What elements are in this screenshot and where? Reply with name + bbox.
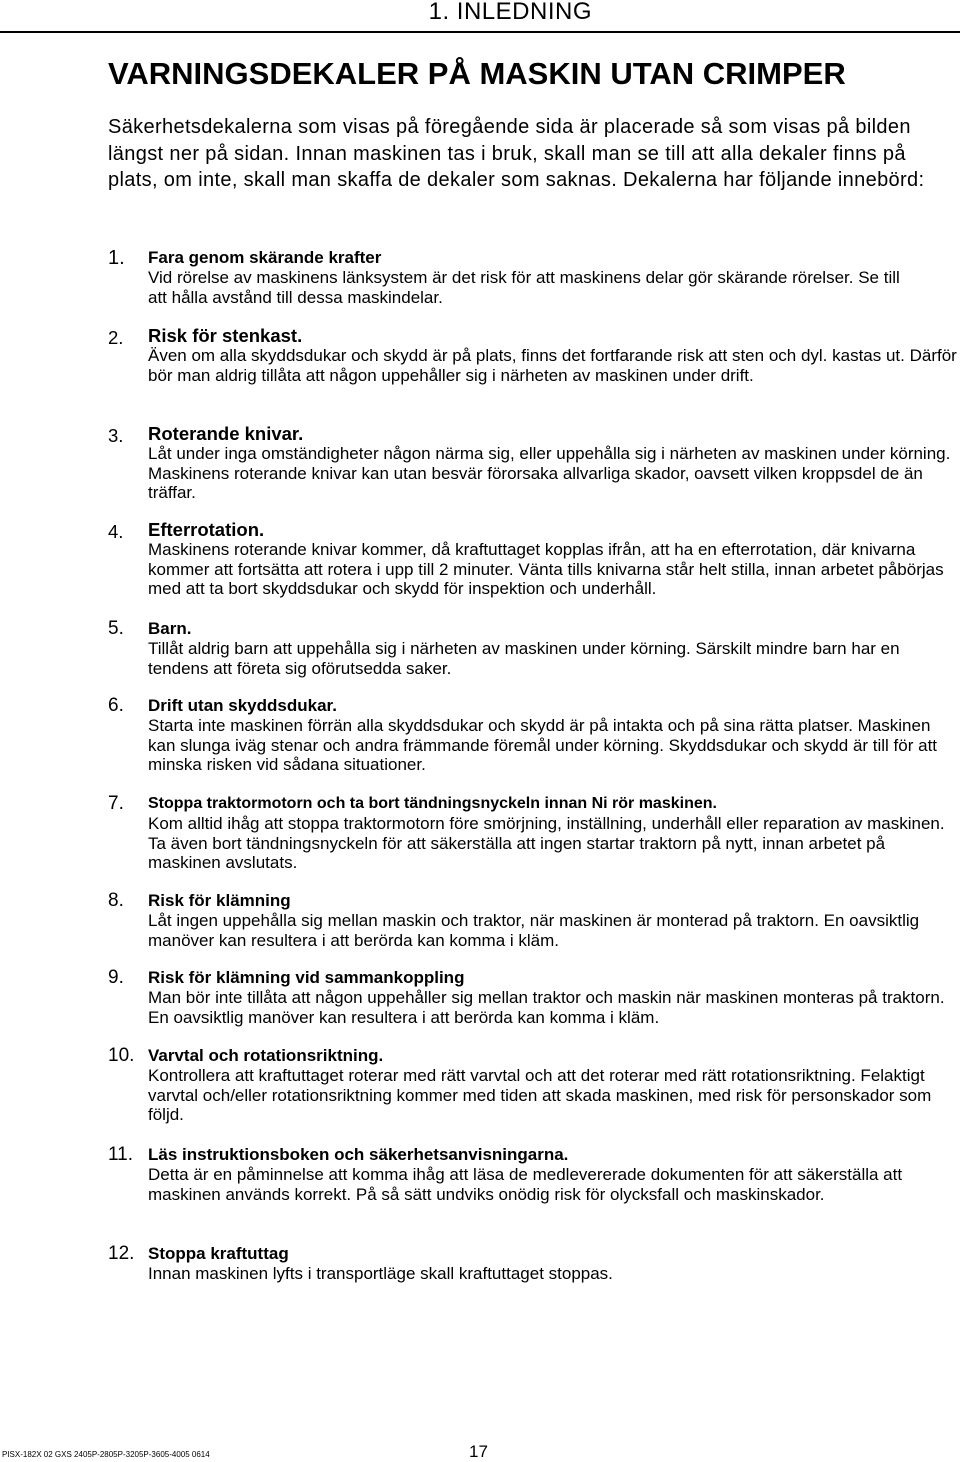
page-title: VARNINGSDEKALER PÅ MASKIN UTAN CRIMPER — [108, 56, 846, 91]
item-body: Tillåt aldrig barn att uppehålla sig i närheten av maskinen under körning. Särskilt mindre barn har en tendens att företa sig oförutsedda saker. — [148, 639, 900, 678]
item-body: Detta är en påminnelse att komma ihåg att läsa de medlevererade dokumenten för att säkerställa att maskinen används korrekt. På så sätt undviks onödig risk för olycksfall och maskinskador. — [148, 1165, 903, 1204]
item-number: 9. — [108, 967, 124, 988]
item-body: Starta inte maskinen förrän alla skyddsdukar och skydd är på intakta och på sina rätta platser. Maskinen kan slunga iväg stenar och andra främmande föremål under körning. Skyddsdukar och skydd är till för att minska risken vid sådana situationer. — [148, 716, 938, 774]
item-body: Låt under inga omständigheter någon närma sig, eller uppehålla sig i närheten av maskinen under körning. Maskinens roterande knivar kan utan besvär förorsaka allvarliga skador, oavsett vilken kroppsdel de än träffar. — [148, 444, 951, 502]
item-heading: Risk för klämning — [148, 891, 291, 910]
document-code: PISX-182X 02 GXS 2405P-2805P-3205P-3605-4005 0614 — [2, 1450, 210, 1459]
item-number: 1. — [108, 247, 125, 269]
item-body: Man bör inte tillåta att någon uppehåller sig mellan traktor och maskin när maskinen monteras på traktorn. En oavsiktlig manöver kan resultera i att berörda kan komma i kläm. — [148, 988, 945, 1027]
item-body: Maskinens roterande knivar kommer, då kraftuttaget kopplas ifrån, att ha en efterrotation, där knivarna kommer att fortsätta att rotera i upp till 2 minuter. Vänta tills knivarna står helt stilla, innan arbetet påbörjas med att ta bort skyddsdukar och skydd för inspektion och underhåll. — [148, 540, 944, 598]
header-rule — [0, 31, 960, 33]
item-body: Även om alla skyddsdukar och skydd är på plats, finns det fortfarande risk att sten och dyl. kastas ut. Därför bör man aldrig tillåta att någon uppehåller sig i närheten av maskinen under drift. — [148, 346, 957, 385]
item-number: 12. — [108, 1243, 135, 1264]
item-heading: Risk för stenkast. — [148, 325, 303, 346]
item-number: 2. — [108, 327, 124, 348]
item-number: 3. — [108, 425, 124, 446]
item-heading: Risk för klämning vid sammankoppling — [148, 968, 465, 987]
item-heading: Varvtal och rotationsriktning. — [148, 1046, 384, 1065]
item-number: 6. — [108, 695, 124, 716]
item-number: 4. — [108, 521, 124, 542]
item-heading: Barn. — [148, 619, 192, 638]
item-body: Kom alltid ihåg att stoppa traktormotorn före smörjning, inställning, underhåll eller reparation av maskinen. Ta även bort tändningsnyckeln för att säkerställa att ingen startar traktorn på nytt, innan arbetet på maskinen avslutats. — [148, 814, 945, 872]
item-heading: Stoppa traktormotorn och ta bort tändningsnyckeln innan Ni rör maskinen. — [148, 795, 717, 812]
chapter-title: 1. INLEDNING — [428, 0, 592, 25]
item-number: 5. — [108, 618, 124, 639]
item-heading: Roterande knivar. — [148, 423, 304, 444]
page-number: 17 — [469, 1442, 488, 1461]
intro-paragraph: Säkerhetsdekalerna som visas på föregående sida är placerade så som visas på bilden längst ner på sidan. Innan maskinen tas i bruk, skall man se till att alla dekaler finns på plats, om inte, skall man skaffa de dekaler som saknas. Dekalerna har följande innebörd: — [108, 116, 925, 191]
item-number: 10. — [108, 1045, 135, 1066]
item-number: 8. — [108, 890, 124, 911]
item-body: Vid rörelse av maskinens länksystem är det risk för att maskinens delar gör skärande rörelser. Se till att hålla avstånd till dessa maskindelar. — [148, 268, 900, 307]
item-body: Låt ingen uppehålla sig mellan maskin och traktor, när maskinen är monterad på traktorn. En oavsiktlig manöver kan resultera i att berörda kan komma i kläm. — [148, 911, 920, 950]
item-heading: Läs instruktionsboken och säkerhetsanvisningarna. — [148, 1145, 569, 1164]
item-body: Innan maskinen lyfts i transportläge skall kraftuttaget stoppas. — [148, 1264, 613, 1283]
item-heading: Stoppa kraftuttag — [148, 1244, 289, 1263]
item-number: 11. — [108, 1144, 134, 1165]
item-heading: Drift utan skyddsdukar. — [148, 696, 337, 715]
item-heading: Efterrotation. — [148, 519, 265, 540]
item-body: Kontrollera att kraftuttaget roterar med rätt varvtal och att det roterar med rätt rotationsriktning. Felaktigt varvtal och/eller rotationsriktning kommer med tiden att skada maskinen, med risk för personskador som följd. — [148, 1066, 932, 1124]
item-number: 7. — [108, 793, 124, 814]
item-heading: Fara genom skärande krafter — [148, 248, 382, 267]
